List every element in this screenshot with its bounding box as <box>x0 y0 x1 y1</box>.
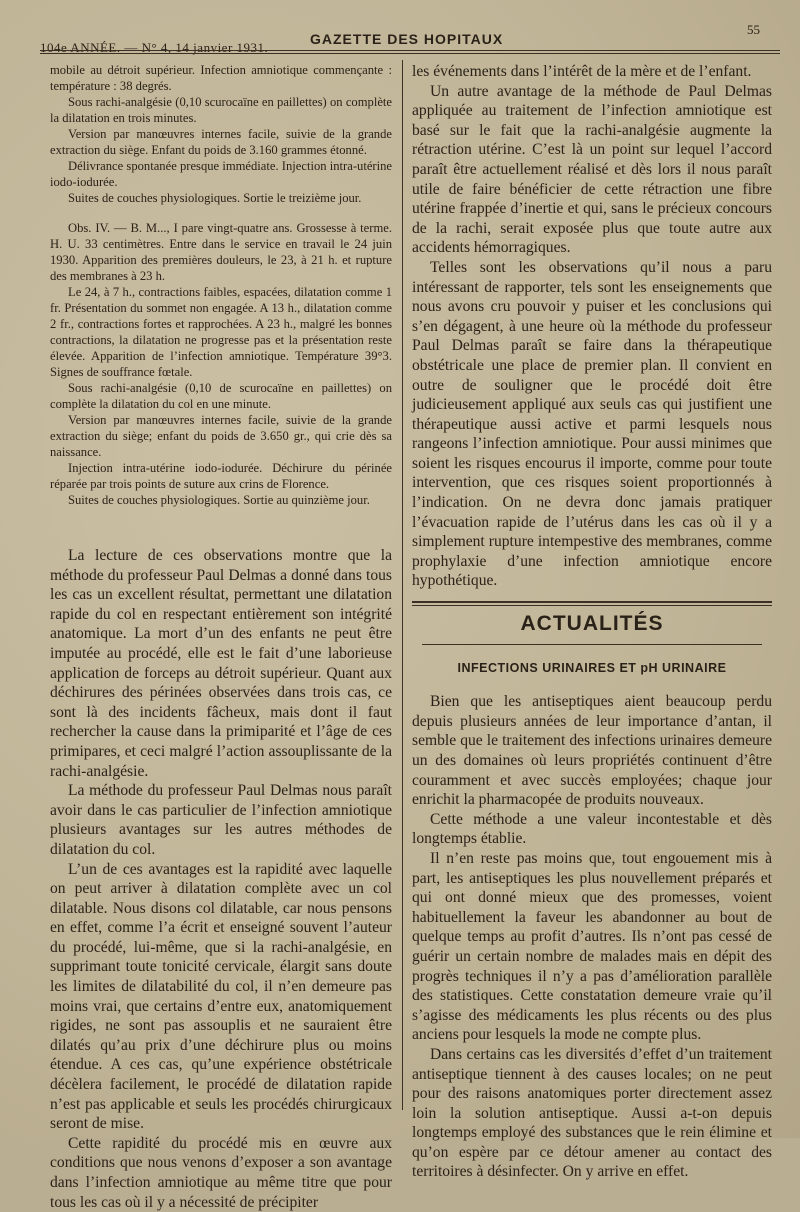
case-report <box>50 62 392 206</box>
discussion <box>50 546 392 1212</box>
discussion-paragraph: La méthode du professeur Paul Delmas nous paraît avoir dans le cas particulier de l’infection amniotique plusieurs avantages sur les autres méthodes de dilatation du col. <box>50 782 392 858</box>
journal-title: GAZETTE DES HOPITAUX <box>310 31 504 47</box>
continuation-paragraph: les événements dans l’intérêt de la mère et de l’enfant. <box>412 63 752 80</box>
column-divider <box>402 60 403 1110</box>
article-paragraph: Bien que les antiseptiques aient beaucoup perdu depuis plusieurs années de leur importance d’antan, il semble que le traitement des infections urinaires demeure un des domaines où leurs propriétés continuent d’être couramment et avec succès employées; chaque jour enrichit la pharmacopée de produits nouveaux. <box>412 693 772 809</box>
section-title: ACTUALITÉS <box>520 612 664 636</box>
case-paragraph: mobile au détroit supérieur. Infection amniotique commençante : température : 38 degrés. <box>50 63 392 93</box>
header-rule-double <box>40 53 780 54</box>
issue-line: 104e ANNÉE. — N° 4, 14 janvier 1931. <box>40 40 269 55</box>
article-title: INFECTIONS URINAIRES ET pH URINAIRE <box>457 660 727 675</box>
right-column <box>412 62 772 1182</box>
observation-iv <box>50 220 392 508</box>
page-number: 55 <box>747 22 760 37</box>
discussion-paragraph: L’un de ces avantages est la rapidité avec laquelle on peut arriver à dilatation complète avec un col dilatable. Nous disons col dilatable, car nous pensons en effet, comme l’a écrit et enseigné souvent l’auteur du procédé, lui-même, que si la rachi-analgésie, en supprimant toute tonicité cervicale, élargit sans doute les limites de dilatabilité du col, il n’en demeure pas moins vrai, que certains d’entre eux, anatomiquement rigides, ne sont pas assouplis et ne sauraient être dilatés qu’au prix d’une déchirure plus ou moins étendue. A ces cas, qu’une expérience obstétricale décèlera facilement, le procédé de dilatation rapide n’est pas applicable et seuls les procédés chirurgicaux seront de mise. <box>50 860 392 1133</box>
section-rule <box>412 601 772 603</box>
obs-paragraph: Suites de couches physiologiques. Sortie au quinzième jour. <box>68 493 370 507</box>
article-paragraph: Dans certains cas les diversités d’effet d’un traitement antiseptique tiennent à des causes locales; on ne peut pour des raisons anatomiques porter directement assez loin la solution antiseptique. Aussi a-t-on depuis longtemps employé des substances que le rein élimine et qu’on espère par ce détour amener au contact des territoires à désinfecter. On y arrive en effet. <box>412 1045 772 1181</box>
section-subrule <box>422 644 762 645</box>
obs-paragraph: Sous rachi-analgésie (0,10 de scurocaïne en paillettes) on complète la dilatation du col en une minute. <box>50 381 392 411</box>
continuation-paragraph: Telles sont les observations qu’il nous a paru intéressant de rapporter, tels sont les enseignements que nous avons cru pouvoir y puiser et les conclusions qui s’en dégagent, à une heure où la méthode du professeur Paul Delmas paraît se faire dans la thérapeutique obstétricale une place de premier plan. Il convient en outre de souligner que le procédé doit être judicieusement appliqué aux seuls cas qui justifient une thérapeutique aussi active et parmi lesquels nous rangeons l’infection amniotique. Pour aussi minimes que soient les risques encourus il importe, comme pour toute intervention, que ces risques soient proportionnés à l’indication. On ne devra donc jamais pratiquer l’évacuation rapide de l’utérus dans les cas où il y a simplement rupture intempestive des membranes, comme prophylaxie d’une infection amniotique encore hypothétique. <box>412 258 772 590</box>
header-rule <box>40 50 780 51</box>
article-paragraph: Il n’en reste pas moins que, tout engouement mis à part, les antiseptiques les plus nouvellement préparés et qui ont donné mieux que des promesses, voient habituellement la faveur les abandonner au bout de quelque temps au profit d’autres. Ils n’ont pas cessé de guérir un certain nombre de malades mais en dépit des progrès techniques il n’y a pas d’amélioration parallèle des statistiques. Cette constatation demeure vraie qu’il s’agisse des médicaments les plus récents ou des plus anciens pour lesquels la mode ne compte plus. <box>412 849 772 1044</box>
case-paragraph: Suites de couches physiologiques. Sortie le treizième jour. <box>68 191 362 205</box>
left-column <box>50 62 392 1212</box>
obs-paragraph: Version par manœuvres internes facile, suivie de la grande extraction du siège; enfant du poids de 3.650 gr., qui crie dès sa naissance. <box>50 413 392 459</box>
case-paragraph: Délivrance spontanée presque immédiate. Injection intra-utérine iodo-iodurée. <box>50 159 392 189</box>
obs-paragraph: Le 24, à 7 h., contractions faibles, espacées, dilatation comme 1 fr. Présentation du sommet non engagée. A 13 h., dilatation comme 2 fr., contractions fortes et rapprochées. A 23 h., malgré les bonnes contractions, la dilatation ne progresse pas et la présentation reste élevée. Apparition de l’infection amniotique. Température 39°3. Signes de souffrance fœtale. <box>50 285 392 379</box>
case-paragraph: Sous rachi-analgésie (0,10 scurocaïne en paillettes) on complète la dilatation en trois minutes. <box>50 95 392 125</box>
page-header <box>40 22 760 55</box>
section-rule-thin <box>412 605 772 606</box>
obs-paragraph: Obs. IV. — B. M..., I pare vingt-quatre ans. Grossesse à terme. H. U. 33 centimètres. Entre dans le service en travail le 24 juin 1930. Apparition des premières douleurs, le 23, à 21 h. et rupture des membranes à 23 h. <box>50 221 392 283</box>
continuation-paragraph: Un autre avantage de la méthode de Paul Delmas appliquée au traitement de l’infection amniotique est basé sur le fait que la rachi-analgésie augmente la rétraction utérine. C’est là un point sur lequel l’accord paraît être actuellement réalisé et dès lors il nous paraît utile de faire bénéficier de cette rétraction une fibre utérine frappée d’inertie et qui, sans le précieux concours de la rachi, serait exposée plus que toute autre aux accidents hémorragiques. <box>412 82 772 257</box>
discussion-paragraph: Cette rapidité du procédé mis en œuvre aux conditions que nous venons d’exposer a son avantage dans l’infection amniotique au même titre que pour tous les cas où il y a nécessité de précipiter <box>50 1134 392 1211</box>
obs-paragraph: Injection intra-utérine iodo-iodurée. Déchirure du périnée réparée par trois points de suture aux crins de Florence. <box>50 461 392 491</box>
article-paragraph: Cette méthode a une valeur incontestable et dès longtemps établie. <box>412 810 772 848</box>
discussion-paragraph: La lecture de ces observations montre que la méthode du professeur Paul Delmas a donné dans tous les cas un excellent résultat, permettant une dilatation rapide du col en respectant entièrement son intégrité anatomique. La mort d’un des enfants ne peut être imputée au procédé, elle est le fait d’une laborieuse application de forceps au détroit supérieur. Quant aux déchirures des périnées observées dans trois cas, ce sont là des incidents fâcheux, mais dont il faut rechercher la cause dans la primiparité et l’âge de ces primipares, et ceci malgré l’action assouplissante de la rachi-analgésie. <box>50 547 392 780</box>
case-paragraph: Version par manœuvres internes facile, suivie de la grande extraction du siège. Enfant du poids de 3.160 grammes étonné. <box>50 127 392 157</box>
